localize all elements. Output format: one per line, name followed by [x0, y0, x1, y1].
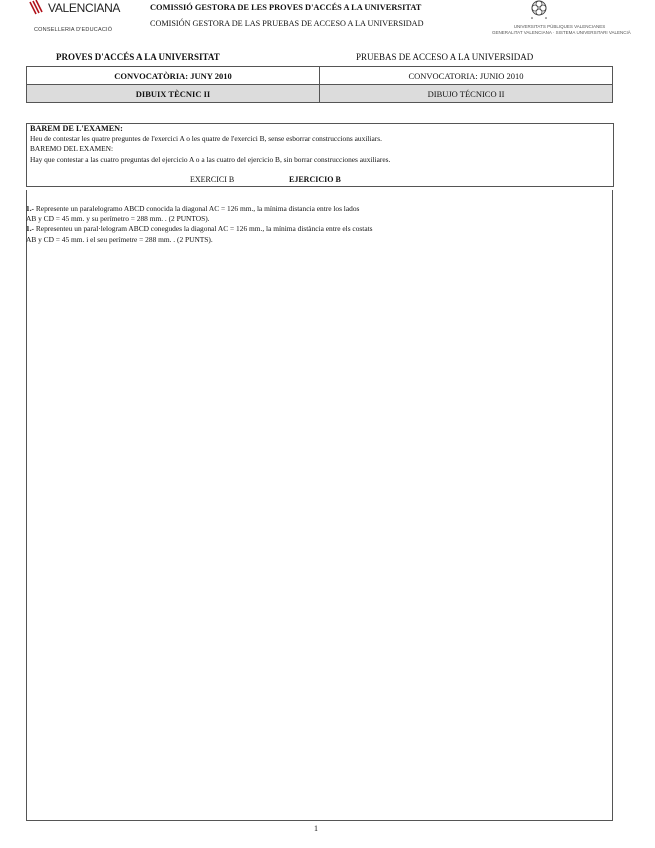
grading-heading-val: BAREM DE L'EXAMEN: — [30, 124, 123, 133]
logo-name: VALENCIANA — [48, 1, 121, 15]
convocatoria-row — [27, 67, 613, 85]
grading-box — [26, 123, 614, 187]
question-val-text-1: Representeu un paral·lelogram ABCD conegudes la diagonal AC = 126 mm., la mínima distància entre els costats — [35, 224, 373, 234]
answer-frame — [26, 190, 613, 821]
question-es-line-1 — [26, 204, 616, 214]
question-es-text-2: AB y CD = 45 mm. y su perímetro = 288 mm. . (2 PUNTOS). — [26, 214, 210, 224]
page-number: 1 — [314, 824, 318, 833]
generalitat-logo — [26, 0, 136, 40]
logo-department: CONSELLERIA D'EDUCACIÓ — [34, 27, 113, 33]
universities-emblem-icon — [524, 0, 554, 22]
subject-es: DIBUJO TÉCNICO II — [320, 85, 613, 103]
subject-row — [27, 85, 613, 103]
grading-text-val: Heu de contestar les quatre preguntes de l'exercici A o les quatre de l'exercici B, sense esborrar construccions auxiliars. — [30, 134, 382, 144]
exam-label-val: PROVES D'ACCÉS A LA UNIVERSITAT — [56, 52, 220, 62]
exercise-label-es: EJERCICIO B — [289, 175, 341, 184]
question-es-text-1: Represente un paralelogramo ABCD conocida la diagonal AC = 126 mm., la mínima distancia entre los lados — [35, 204, 360, 213]
exam-labels-row — [26, 52, 612, 65]
header-subtitle: COMISIÓN GESTORA DE LAS PRUEBAS DE ACCESO A LA UNIVERSIDAD — [150, 19, 424, 28]
exam-label-es: PRUEBAS DE ACCESO A LA UNIVERSIDAD — [356, 52, 534, 62]
question-val-text-2: AB y CD = 45 mm. i el seu perímetre = 288 mm. . (2 PUNTS). — [26, 234, 213, 244]
generalitat-emblem-icon — [28, 0, 48, 16]
convocatoria-es: CONVOCATORIA: JUNIO 2010 — [320, 67, 613, 85]
question-number: 1.- — [26, 204, 35, 213]
question-number-val: 1.- — [26, 224, 35, 234]
grading-heading-es: BAREMO DEL EXAMEN: — [30, 144, 114, 154]
subject-val: DIBUIX TÈCNIC II — [27, 85, 320, 103]
logo-text-line-1: UNIVERSITATS PÚBLIQUES VALENCIANES — [513, 24, 606, 29]
grading-text-es: Hay que contestar a las cuatro preguntas del ejercicio A o a las cuatro del ejercicio B, sin borrar construcciones auxiliares. — [30, 154, 391, 164]
exam-info-table — [26, 66, 613, 103]
logo-text-line-2: GENERALITAT VALENCIANA · SISTEMA UNIVERSITARI VALENCIÀ — [492, 30, 631, 35]
question-1 — [26, 204, 616, 245]
exercise-label-val: EXERCICI B — [190, 175, 235, 184]
question-val-line-1 — [26, 224, 616, 234]
universities-logo — [492, 0, 631, 40]
header-title: COMISSIÓ GESTORA DE LES PROVES D'ACCÉS A LA UNIVERSITAT — [150, 3, 422, 12]
convocatoria-val: CONVOCATÒRIA: JUNY 2010 — [27, 67, 320, 85]
